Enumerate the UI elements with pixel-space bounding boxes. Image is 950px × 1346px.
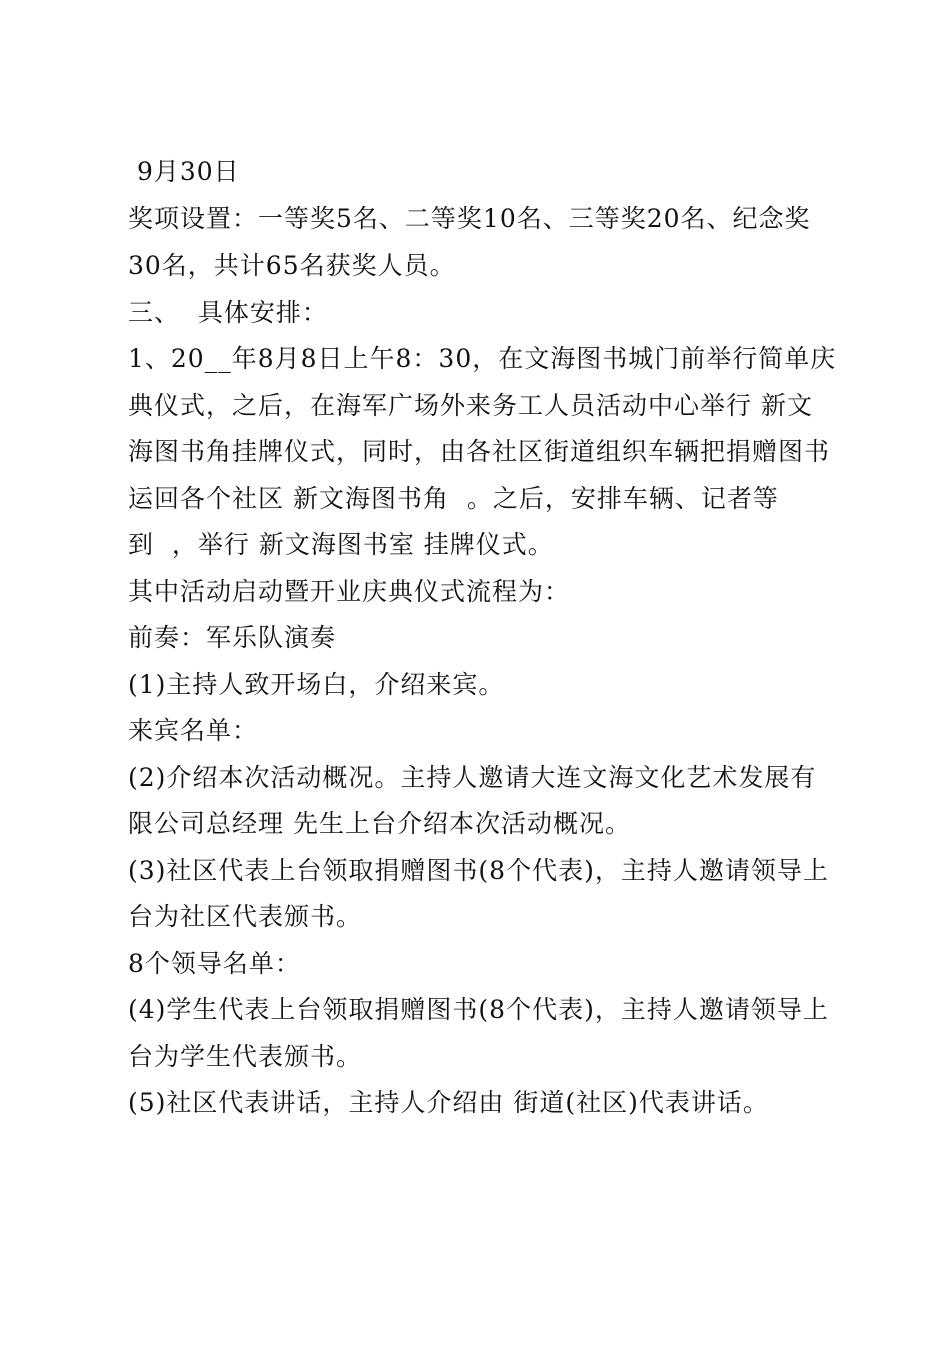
text-line: 1、20__年8月8日上午8：30，在文海图书城门前举行简单庆 (128, 344, 837, 373)
text-line: 台为社区代表颁书。 (128, 902, 363, 931)
text-line-step-3: (3)社区代表上台领取捐赠图书(8个代表)，主持人邀请领导上 (128, 856, 829, 885)
text-line-step-5: (5)社区代表讲话，主持人介绍由 街道(社区)代表讲话。 (128, 1088, 769, 1117)
section-heading-arrangement: 三、 具体安排： (128, 298, 328, 327)
text-line-step-4: (4)学生代表上台领取捐赠图书(8个代表)，主持人邀请领导上 (128, 995, 829, 1024)
text-line-awards: 奖项设置：一等奖5名、二等奖10名、三等奖20名、纪念奖 (128, 204, 811, 233)
text-line: 限公司总经理 先生上台介绍本次活动概况。 (128, 809, 631, 838)
text-line: 台为学生代表颁书。 (128, 1042, 363, 1071)
text-line-guest-list: 来宾名单： (128, 716, 259, 745)
text-line: 运回各个社区 新文海图书角 。之后，安排车辆、记者等 (128, 484, 779, 513)
text-line-step-1: (1)主持人致开场白，介绍来宾。 (128, 670, 505, 699)
text-line-awards-total: 30名，共计65名获奖人员。 (128, 251, 456, 280)
text-line: 到 ，举行 新文海图书室 挂牌仪式。 (128, 530, 554, 559)
text-line-ceremony-flow: 其中活动启动暨开业庆典仪式流程为： (128, 577, 571, 606)
text-line: 典仪式，之后，在海军广场外来务工人员活动中心举行 新文 (128, 391, 813, 420)
text-line-prelude: 前奏：军乐队演奏 (128, 623, 337, 652)
text-line-step-2: (2)介绍本次活动概况。主持人邀请大连文海文化艺术发展有 (128, 763, 817, 792)
text-line: 海图书角挂牌仪式，同时，由各社区街道组织车辆把捐赠图书 (128, 437, 831, 466)
text-line-date: 9月30日 (128, 157, 240, 186)
text-line-leader-list: 8个领导名单： (128, 949, 301, 978)
